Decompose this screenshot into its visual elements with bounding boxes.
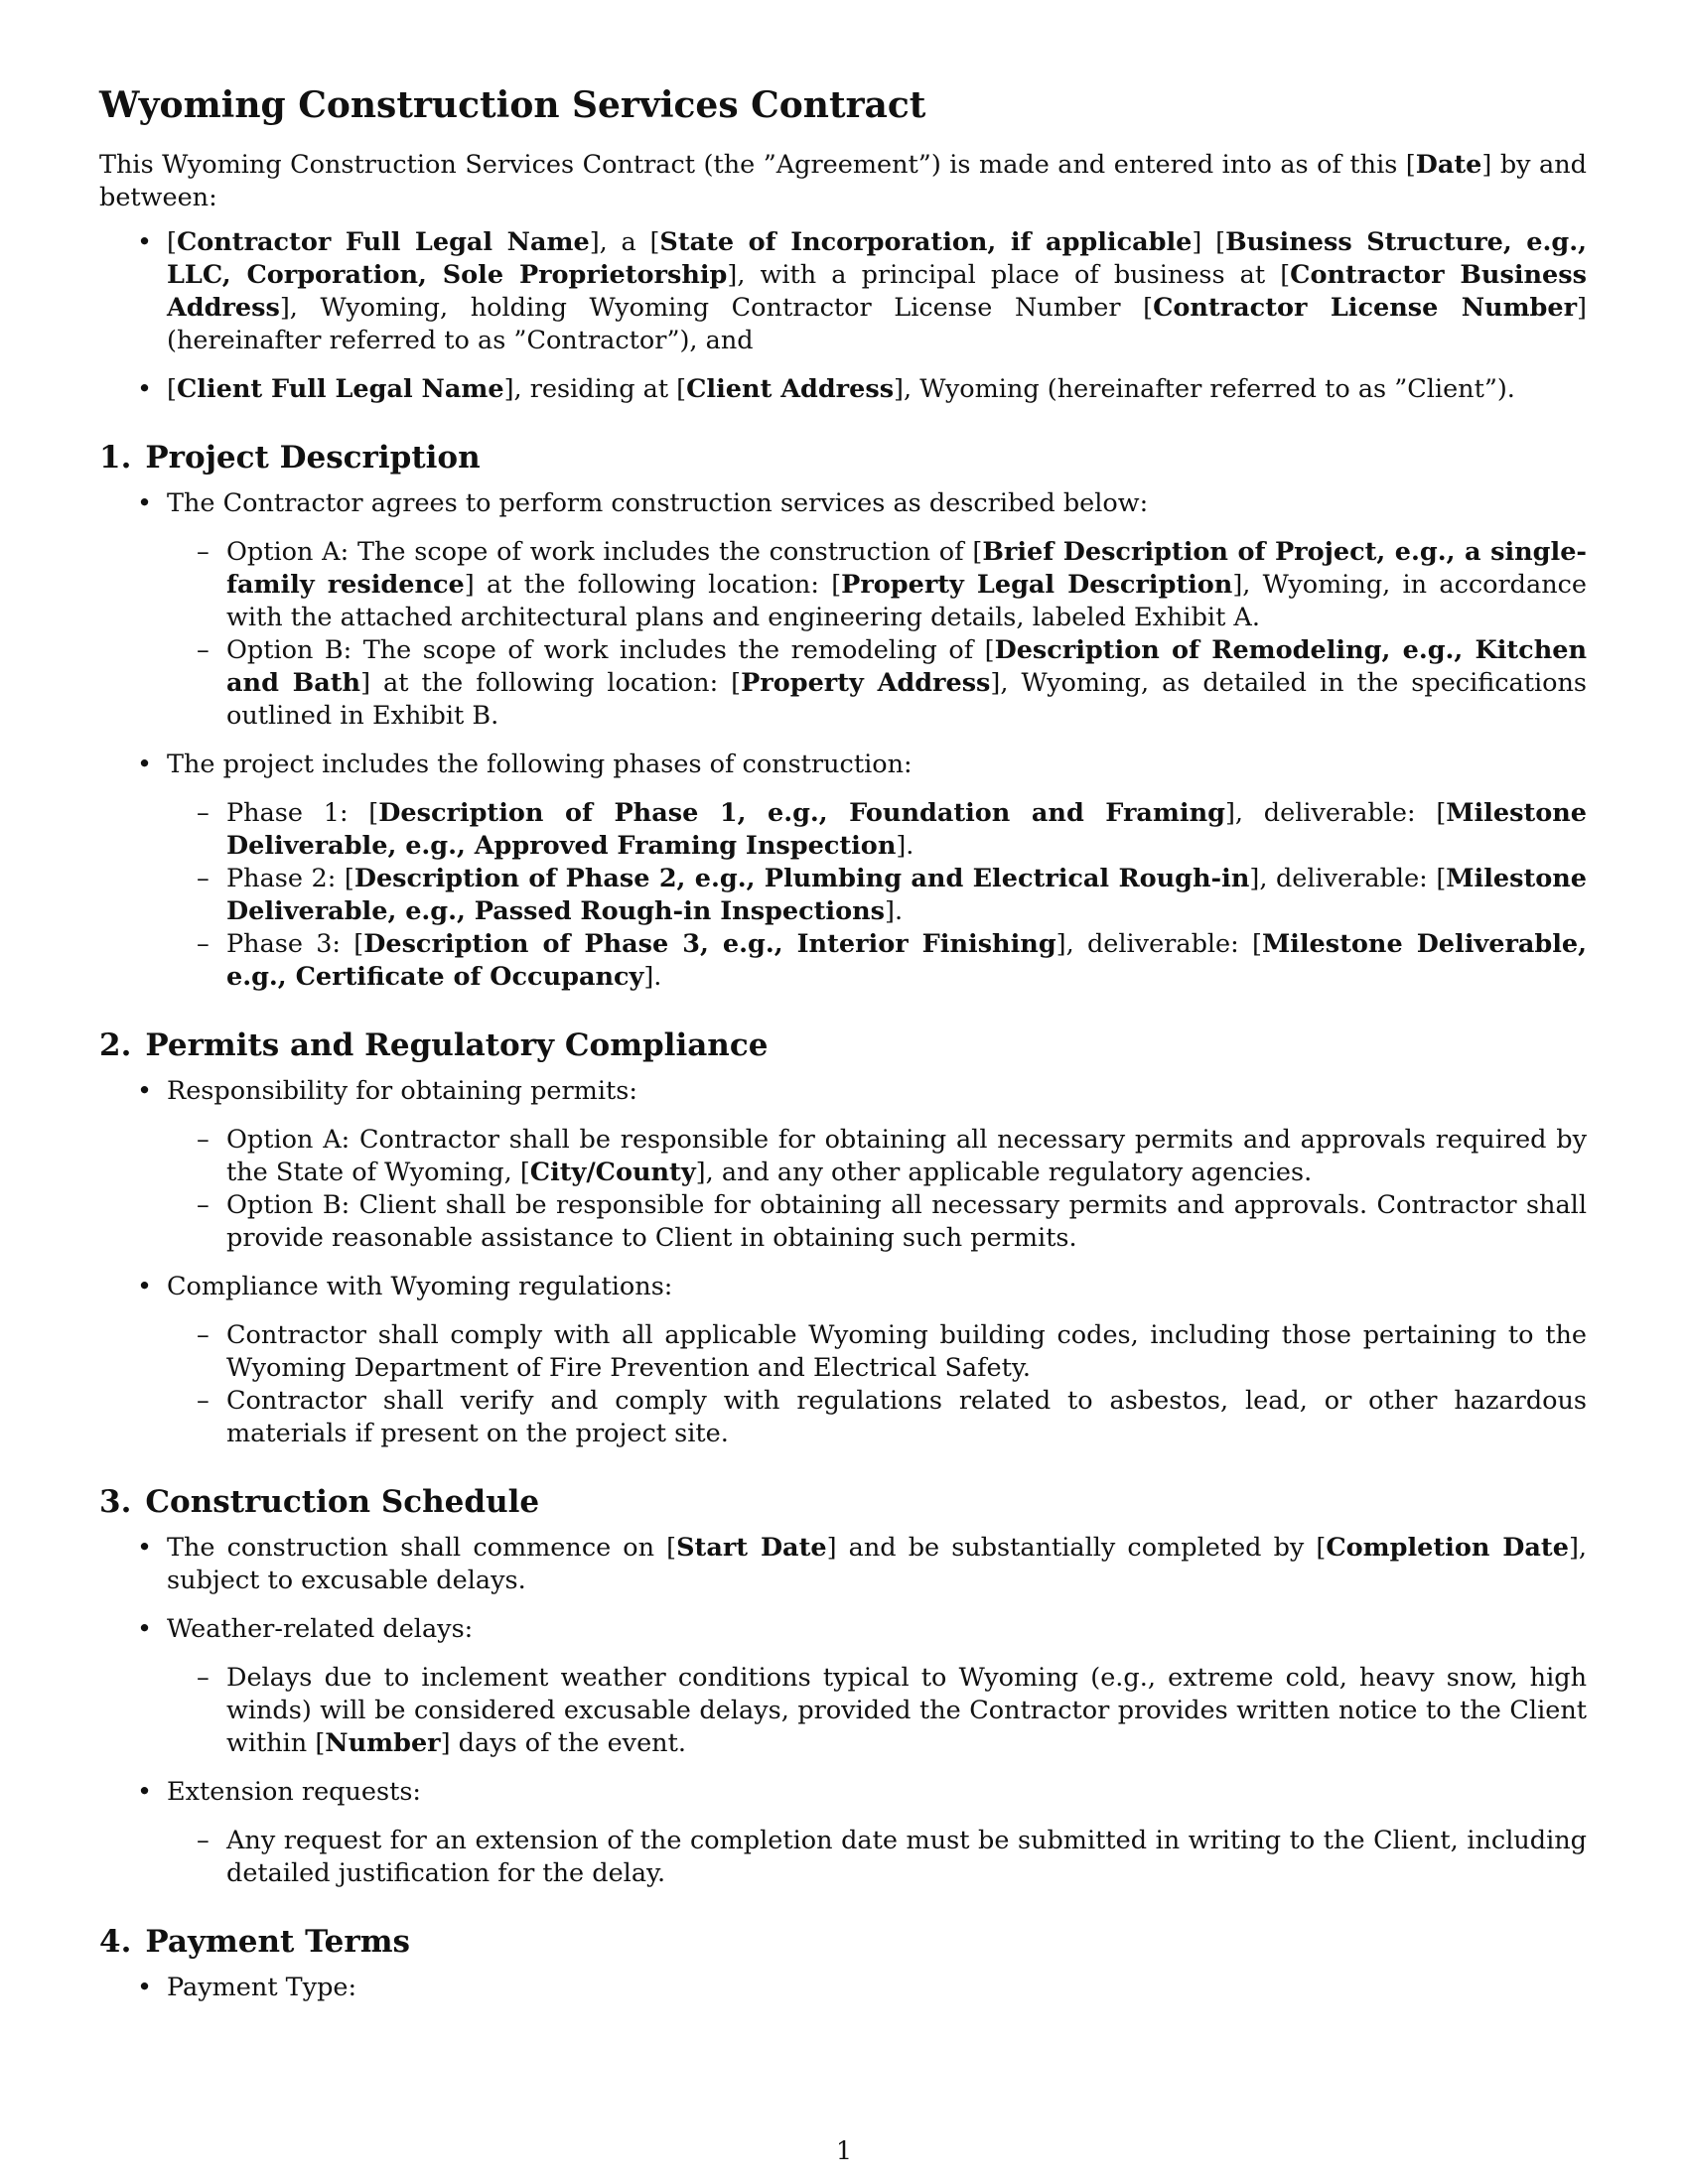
section-2-list xyxy=(99,1075,1587,1450)
document-body xyxy=(99,83,1587,2020)
dash-marker: – xyxy=(197,1320,210,1350)
sub-list-item: – Contractor shall comply with all applicable Wyoming building codes, including those pertaining to the Wyoming Department of Fire Prevention and Electrical Safety. xyxy=(197,1320,1587,1383)
placeholder: Description of Phase 1, e.g., Foundation and Framing xyxy=(378,798,1225,828)
dash-marker: – xyxy=(197,1125,210,1155)
document-title: Wyoming Construction Services Contract xyxy=(99,84,926,126)
sub-list-item: – Option A: The scope of work includes the construction of [Brief Description of Project, e.g., a single-family residence] at the following location: [Property Legal Description], Wyoming, in accordance with the attached architectural plans and engineering details, labeled Exhibit A. xyxy=(197,537,1588,632)
section-1-list xyxy=(99,487,1587,994)
bullet-marker: • xyxy=(137,488,153,518)
dash-marker: – xyxy=(197,537,210,567)
dash-marker: – xyxy=(197,635,210,665)
placeholder-client-address: Client Address xyxy=(686,374,895,404)
section-title: Construction Schedule xyxy=(145,1484,540,1520)
sub-list xyxy=(167,1825,1587,1890)
bullet-marker: • xyxy=(137,1973,153,2002)
placeholder: Description of Remodeling, e.g., Kitchen and Bath xyxy=(226,635,1587,698)
section-3-list xyxy=(99,1532,1587,1890)
dash-marker: – xyxy=(197,1190,210,1220)
placeholder-license-number: Contractor License Number xyxy=(1153,293,1578,323)
section-title: Permits and Regulatory Compliance xyxy=(145,1027,769,1063)
section-title: Payment Terms xyxy=(145,1924,410,1960)
placeholder: City/County xyxy=(529,1158,696,1187)
section-title: Project Description xyxy=(145,440,481,476)
placeholder-completion-date: Completion Date xyxy=(1326,1533,1569,1563)
placeholder-client-name: Client Full Legal Name xyxy=(176,374,504,404)
section-heading-payment xyxy=(99,1922,1587,1962)
list-item: • Responsibility for obtaining permits: – Option A: Contractor shall be responsible for obtaining all necessary permits and approvals required by the State of Wyoming, [City/County], and any other applicable regulatory agencies. – Option B: Client shall be responsible for obtaining all necessary permits and approvals. Contractor shall provide reasonable assistance to Client in obtaining such permits. xyxy=(137,1076,1587,1253)
list-item: • The Contractor agrees to perform construction services as described below: – Option A: The scope of work includes the construction of [Brief Description of Project, e.g., a single-family residence] at the following location: [Property Legal Description], Wyoming, in accordance with the attached architectural plans and engineering details, labeled Exhibit A. – Option B: The scope of work includes the remodeling of [Description of Remodeling, e.g., Kitchen and Bath] at the following location: [Property Address], Wyoming, as detailed in the specifications outlined in Exhibit B. xyxy=(137,488,1588,731)
placeholder-start-date: Start Date xyxy=(676,1533,827,1563)
bullet-marker: • xyxy=(137,374,153,404)
sub-list-item: – Phase 2: [Description of Phase 2, e.g., Plumbing and Electrical Rough-in], deliverable: [Milestone Deliverable, e.g., Passed Rough-in Inspections]. xyxy=(197,864,1588,926)
sub-list xyxy=(167,797,1587,994)
section-heading-schedule xyxy=(99,1482,1587,1522)
dash-marker: – xyxy=(197,1663,210,1693)
dash-marker: – xyxy=(197,798,210,828)
section-number: 3. xyxy=(99,1484,132,1520)
intro-paragraph: This Wyoming Construction Services Contract (the ”Agreement”) is made and entered into as of this [Date] by and between: xyxy=(99,150,1587,212)
sub-list xyxy=(167,1662,1587,1760)
list-item: • Extension requests: – Any request for an extension of the completion date must be submitted in writing to the Client, including detailed justification for the delay. xyxy=(137,1777,1587,1888)
list-item: • The project includes the following phases of construction: – Phase 1: [Description of Phase 1, e.g., Foundation and Framing], deliverable: [Milestone Deliverable, e.g., Approved Framing Inspection]. – Phase 2: [Description of Phase 2, e.g., Plumbing and Electrical Rough-in], deliverable: [Milestone Deliverable, e.g., Passed Rough-in Inspections]. – Phase 3: [Description of Phase 3, e.g., Interior Finishing], deliverable: [Milestone Deliverable, e.g., Certificate of Occupancy]. xyxy=(137,750,1588,992)
dash-marker: – xyxy=(197,1386,210,1416)
sub-list xyxy=(167,536,1587,733)
sub-list-item: – Option B: The scope of work includes the remodeling of [Description of Remodeling, e.g., Kitchen and Bath] at the following location: [Property Address], Wyoming, as detailed in the specifications outlined in Exhibit B. xyxy=(197,635,1587,731)
sub-list-item: – Contractor shall verify and comply with regulations related to asbestos, lead, or other hazardous materials if present on the project site. xyxy=(197,1386,1587,1448)
list-item: • Payment Type: xyxy=(137,1973,357,2002)
dash-marker: – xyxy=(197,864,210,893)
sub-list-item: – Phase 1: [Description of Phase 1, e.g., Foundation and Framing], deliverable: [Milestone Deliverable, e.g., Approved Framing Inspection]. xyxy=(197,798,1587,861)
placeholder: Milestone Deliverable, e.g., Passed Rough-in Inspections xyxy=(226,864,1588,926)
placeholder-business-structure: Business Structure, e.g., LLC, Corporation, Sole Proprietorship xyxy=(167,227,1587,290)
sub-list xyxy=(167,1124,1587,1255)
list-item: • Weather-related delays: – Delays due to inclement weather conditions typical to Wyoming (e.g., extreme cold, heavy snow, high winds) will be considered excusable delays, provided the Contractor provides written notice to the Client within [Number] days of the event. xyxy=(137,1614,1587,1758)
placeholder-date: Date xyxy=(1415,150,1482,180)
placeholder-contractor-address: Contractor Business Address xyxy=(167,260,1587,323)
placeholder: Property Legal Description xyxy=(841,570,1233,600)
sub-list-item: – Option B: Client shall be responsible for obtaining all necessary permits and approvals. Contractor shall provide reasonable assistance to Client in obtaining such permits. xyxy=(197,1190,1587,1253)
placeholder: Milestone Deliverable, e.g., Certificate of Occupancy xyxy=(226,929,1588,992)
bullet-marker: • xyxy=(137,1614,153,1644)
section-heading-project-description xyxy=(99,438,1587,478)
section-number: 1. xyxy=(99,440,132,476)
section-heading-permits xyxy=(99,1025,1587,1065)
placeholder: Brief Description of Project, e.g., a single-family residence xyxy=(226,537,1588,600)
bullet-marker: • xyxy=(137,1272,153,1301)
bullet-marker: • xyxy=(137,227,153,257)
section-number: 2. xyxy=(99,1027,132,1063)
sub-list-item: – Phase 3: [Description of Phase 3, e.g., Interior Finishing], deliverable: [Milestone Deliverable, e.g., Certificate of Occupancy]. xyxy=(197,929,1588,992)
placeholder: Property Address xyxy=(741,668,991,698)
list-item: • The construction shall commence on [Start Date] and be substantially completed by [Completion Date], subject to excusable delays. xyxy=(137,1533,1587,1595)
parties-list xyxy=(99,226,1587,406)
placeholder-number: Number xyxy=(325,1728,441,1758)
placeholder: Description of Phase 3, e.g., Interior Finishing xyxy=(363,929,1056,959)
sub-list-item: – Any request for an extension of the completion date must be submitted in writing to the Client, including detailed justification for the delay. xyxy=(197,1826,1587,1888)
sub-list xyxy=(167,1319,1587,1450)
sub-list-item: – Delays due to inclement weather conditions typical to Wyoming (e.g., extreme cold, heavy snow, high winds) will be considered excusable delays, provided the Contractor provides written notice to the Client within [Number] days of the event. xyxy=(197,1663,1587,1758)
bullet-marker: • xyxy=(137,1533,153,1563)
party-contractor: • [Contractor Full Legal Name], a [State of Incorporation, if applicable] [Business Structure, e.g., LLC, Corporation, Sole Proprietorship], with a principal place of business at [Contractor Business Address], Wyoming, holding Wyoming Contractor License Number [Contractor License Number] (hereinafter referred to as ”Contractor”), and xyxy=(137,227,1587,355)
placeholder: Milestone Deliverable, e.g., Approved Framing Inspection xyxy=(226,798,1587,861)
bullet-marker: • xyxy=(137,1076,153,1106)
placeholder: Description of Phase 2, e.g., Plumbing and Electrical Rough-in xyxy=(353,864,1250,893)
placeholder-state-of-incorporation: State of Incorporation, if applicable xyxy=(659,227,1193,257)
sub-list-item: – Option A: Contractor shall be responsible for obtaining all necessary permits and approvals required by the State of Wyoming, [City/County], and any other applicable regulatory agencies. xyxy=(197,1125,1587,1187)
list-item: • Compliance with Wyoming regulations: – Contractor shall comply with all applicable Wyoming building codes, including those pertaining to the Wyoming Department of Fire Prevention and Electrical Safety. – Contractor shall verify and comply with regulations related to asbestos, lead, or other hazardous materials if present on the project site. xyxy=(137,1272,1587,1448)
section-4-list xyxy=(99,1972,1587,2004)
dash-marker: – xyxy=(197,929,210,959)
dash-marker: – xyxy=(197,1826,210,1855)
bullet-marker: • xyxy=(137,750,153,779)
party-client: • [Client Full Legal Name], residing at [Client Address], Wyoming (hereinafter referred to as ”Client”). xyxy=(137,374,1515,404)
placeholder-contractor-name: Contractor Full Legal Name xyxy=(176,227,590,257)
page-number: 1 xyxy=(835,2136,853,2166)
bullet-marker: • xyxy=(137,1777,153,1807)
section-number: 4. xyxy=(99,1924,132,1960)
